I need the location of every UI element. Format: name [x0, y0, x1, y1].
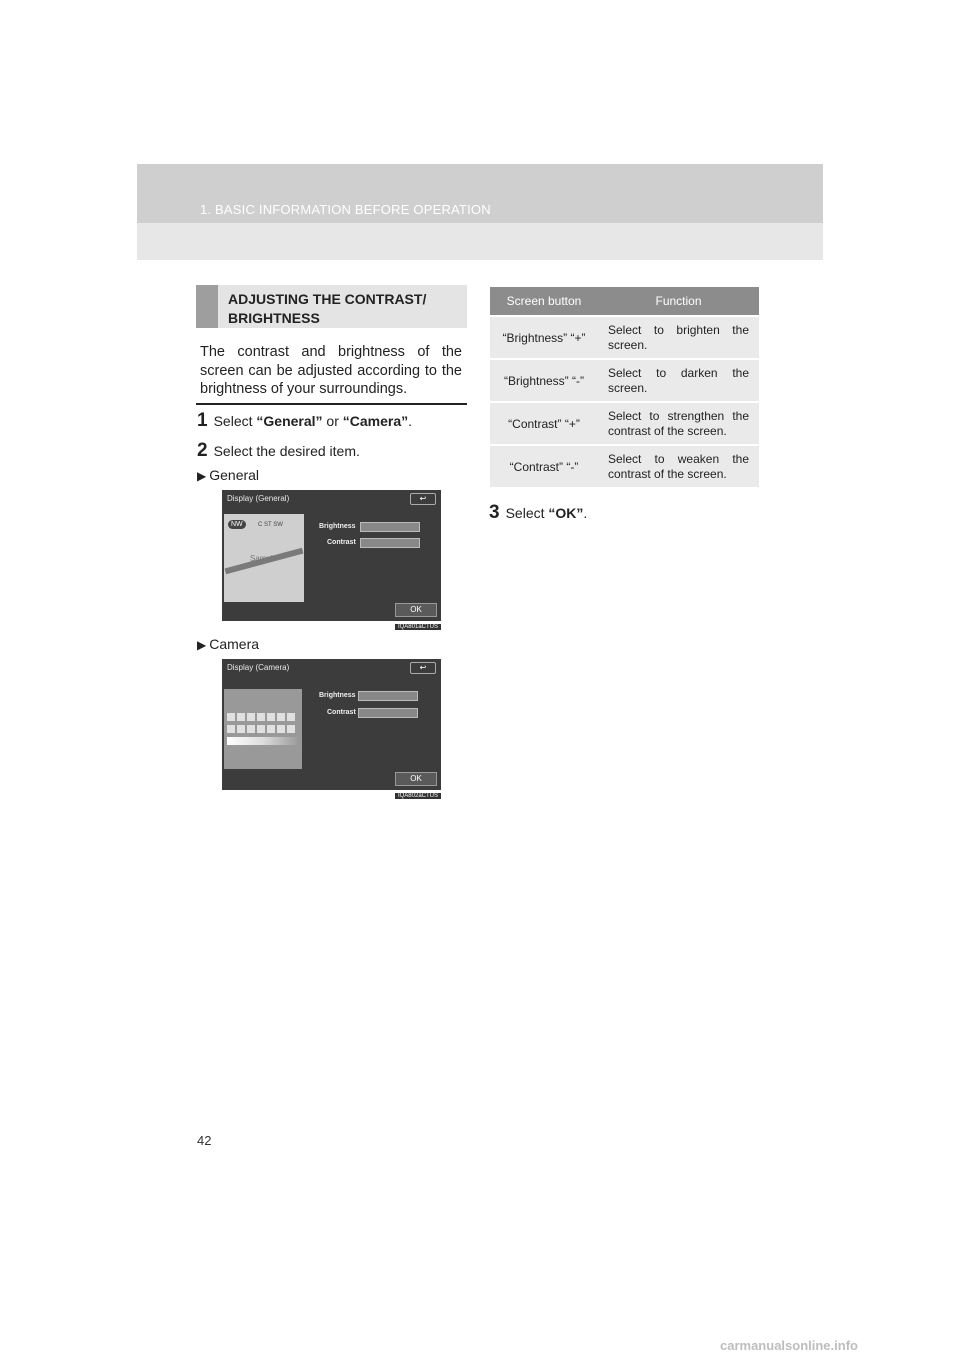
display-general-screenshot — [222, 490, 441, 630]
pattern-row — [227, 713, 295, 721]
step-text: . — [583, 505, 588, 521]
brightness-label: Brightness — [319, 523, 356, 530]
column-header: Function — [598, 287, 759, 316]
button-cell: “Contrast” “-” — [490, 445, 598, 487]
camera-test-pattern — [224, 689, 302, 769]
table-row — [490, 445, 759, 487]
contrast-label: Contrast — [327, 709, 356, 716]
function-cell: Select to darken the screen. — [598, 359, 759, 402]
map-preview — [224, 514, 304, 602]
button-cell: “Brightness” “+” — [490, 316, 598, 359]
brightness-slider — [360, 522, 420, 532]
screen-button-table — [490, 287, 759, 487]
street-label: C ST SW — [258, 522, 283, 528]
function-cell: Select to weaken the contrast of the screen. — [598, 445, 759, 487]
bullet-label: Camera — [209, 636, 260, 652]
step-number: 1 — [197, 410, 208, 431]
step-text: Select — [213, 413, 257, 429]
table-row — [490, 316, 759, 359]
gradient-bar — [227, 737, 299, 745]
contrast-slider — [360, 538, 420, 548]
contrast-slider — [358, 708, 418, 718]
step-number: 3 — [489, 502, 500, 523]
step-number: 2 — [197, 440, 208, 461]
brightness-slider — [358, 691, 418, 701]
section-title: ADJUSTING THE CONTRAST/ BRIGHTNESS — [228, 291, 427, 326]
compass-badge: NW — [228, 520, 246, 529]
screen-title: Display (Camera) — [227, 663, 290, 672]
figure-code: IQA802aCTUS — [395, 793, 441, 799]
camera-option: “Camera” — [342, 413, 409, 429]
sample-label: Sample — [250, 554, 278, 563]
step-text: . — [408, 413, 413, 429]
page-number: 42 — [197, 1133, 212, 1148]
chapter-title: 1. BASIC INFORMATION BEFORE OPERATION — [200, 202, 491, 217]
button-cell: “Contrast” “+” — [490, 402, 598, 445]
table-row — [490, 359, 759, 402]
button-cell: “Brightness” “-” — [490, 359, 598, 402]
screen-title: Display (General) — [227, 494, 290, 503]
figure-code: IQA801aCTUS — [395, 624, 441, 630]
bullet-general — [197, 467, 259, 483]
step-1 — [197, 410, 412, 432]
watermark: carmanualsonline.info — [720, 1338, 858, 1353]
step-text: Select the desired item. — [213, 443, 360, 459]
ok-button: OK — [395, 772, 437, 786]
triangle-bullet-icon: ▶ — [197, 638, 207, 652]
brightness-label: Brightness — [319, 692, 356, 699]
general-option: “General” — [256, 413, 323, 429]
step-3 — [489, 502, 587, 524]
section-intro: The contrast and brightness of the screen can be adjusted according to the brightness of your surroundings. — [200, 344, 462, 397]
ok-option: “OK” — [548, 505, 584, 521]
step-2 — [197, 440, 360, 462]
triangle-bullet-icon: ▶ — [197, 469, 207, 483]
step-text: Select — [505, 505, 549, 521]
ok-button: OK — [395, 603, 437, 617]
section-marker — [196, 285, 218, 328]
display-camera-screenshot — [222, 659, 441, 799]
function-cell: Select to brighten the screen. — [598, 316, 759, 359]
back-icon: ↩ — [410, 662, 436, 674]
bullet-label: General — [209, 467, 260, 483]
table-row — [490, 402, 759, 445]
column-header: Screen button — [490, 287, 598, 316]
back-icon: ↩ — [410, 493, 436, 505]
bullet-camera — [197, 636, 259, 652]
function-cell: Select to strengthen the contrast of the screen. — [598, 402, 759, 445]
table-header-row — [490, 287, 759, 316]
pattern-row — [227, 725, 295, 733]
contrast-label: Contrast — [327, 539, 356, 546]
step-text: or — [322, 413, 343, 429]
